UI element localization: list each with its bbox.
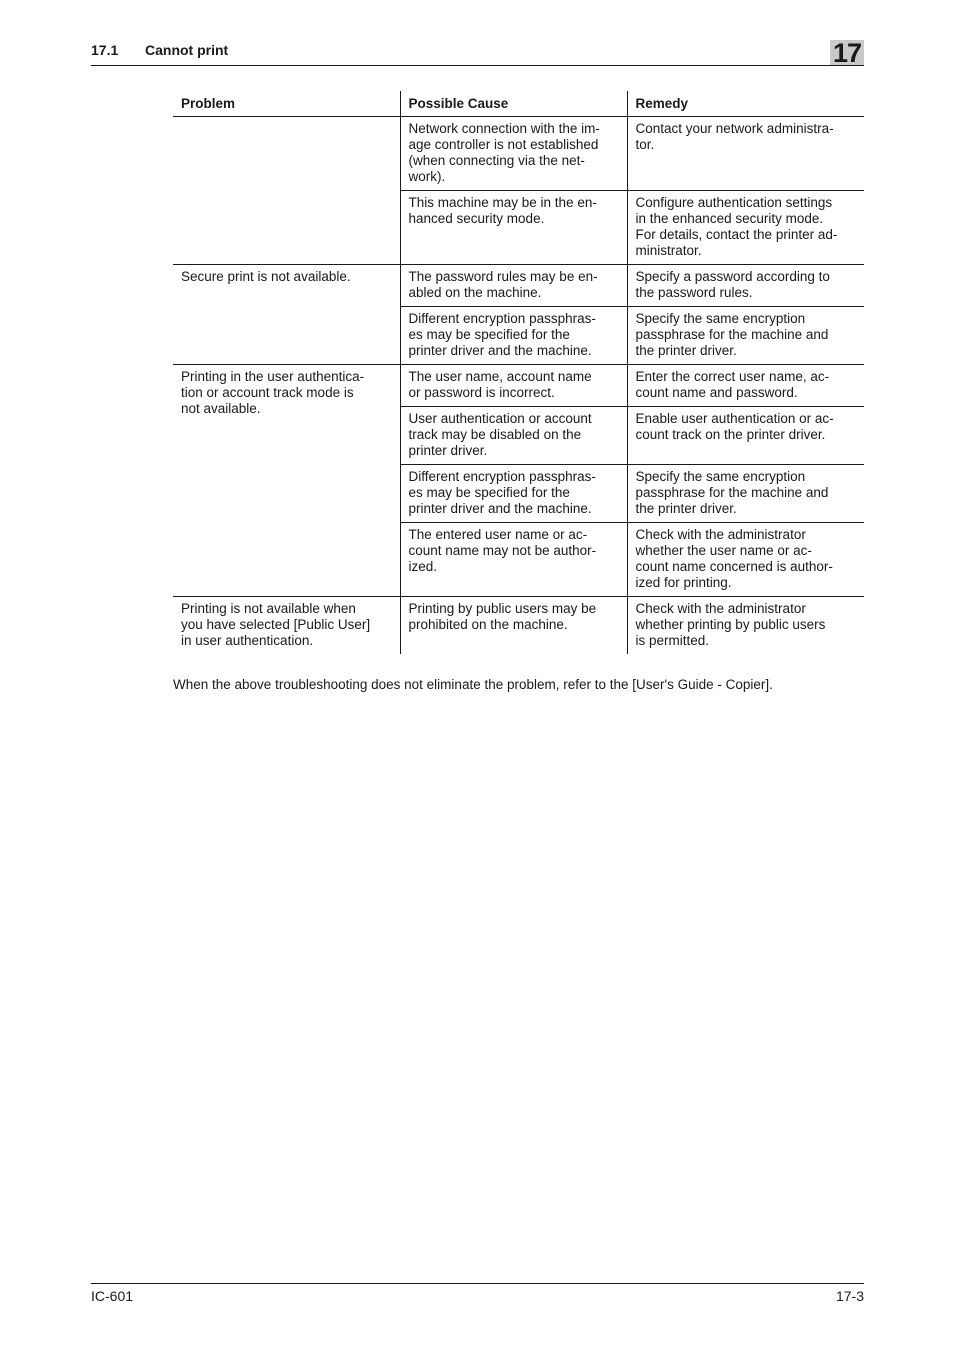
cell-possible-cause: This machine may be in the en- hanced security mode. [400, 191, 627, 265]
header-problem: Problem [173, 91, 400, 117]
cell-possible-cause: Different encryption passphras- es may be specified for the printer driver and the machine. [400, 465, 627, 523]
section-number: 17.1 [91, 42, 119, 58]
table-row [173, 597, 864, 655]
cell-remedy: Specify a password according to the password rules. [627, 265, 864, 307]
cell-possible-cause: Different encryption passphras- es may be specified for the printer driver and the machine. [400, 307, 627, 365]
page-footer [91, 1283, 864, 1304]
footnote-text: When the above troubleshooting does not eliminate the problem, refer to the [User's Guide - Copier]. [173, 677, 773, 692]
cell-remedy: Specify the same encryption passphrase for the machine and the printer driver. [627, 307, 864, 365]
page-number: 17-3 [835, 1288, 864, 1304]
table-row [173, 117, 864, 191]
product-name: IC-601 [91, 1288, 134, 1304]
cell-possible-cause: User authentication or account track may be disabled on the printer driver. [400, 407, 627, 465]
cell-problem: Secure print is not available. [173, 265, 400, 365]
table-row [173, 265, 864, 307]
cell-possible-cause: Network connection with the im- age controller is not established (when connecting via the net- work). [400, 117, 627, 191]
table-row [173, 365, 864, 407]
cell-remedy: Check with the administrator whether printing by public users is permitted. [627, 597, 864, 655]
troubleshooting-table [173, 91, 864, 654]
cell-remedy: Enable user authentication or ac- count track on the printer driver. [627, 407, 864, 465]
cell-problem: Printing in the user authentica- tion or account track mode is not available. [173, 365, 400, 597]
cell-remedy: Contact your network administra- tor. [627, 117, 864, 191]
cell-problem: Printing is not available when you have selected [Public User] in user authentication. [181, 601, 371, 648]
cell-remedy: Enter the correct user name, ac- count name and password. [627, 365, 864, 407]
header-remedy: Remedy [627, 91, 864, 117]
section-title: Cannot print [145, 42, 229, 58]
cell-possible-cause: The entered user name or ac- count name may not be author- ized. [400, 523, 627, 597]
chapter-number-badge: 17 [830, 40, 864, 65]
cell-remedy: Specify the same encryption passphrase for the machine and the printer driver. [627, 465, 864, 523]
table-header-row [173, 91, 864, 117]
cell-possible-cause: Printing by public users may be prohibited on the machine. [400, 597, 627, 655]
cell-problem [173, 117, 400, 265]
table-body [173, 117, 864, 655]
header-possible-cause: Possible Cause [400, 91, 627, 117]
cell-possible-cause: The user name, account name or password is incorrect. [400, 365, 627, 407]
cell-remedy: Configure authentication settings in the enhanced security mode. For details, contact the printer ad- ministrator. [627, 191, 864, 265]
cell-remedy: Check with the administrator whether the user name or ac- count name concerned is author- ized for printing. [627, 523, 864, 597]
cell-possible-cause: The password rules may be en- abled on the machine. [400, 265, 627, 307]
page-header [91, 40, 864, 66]
